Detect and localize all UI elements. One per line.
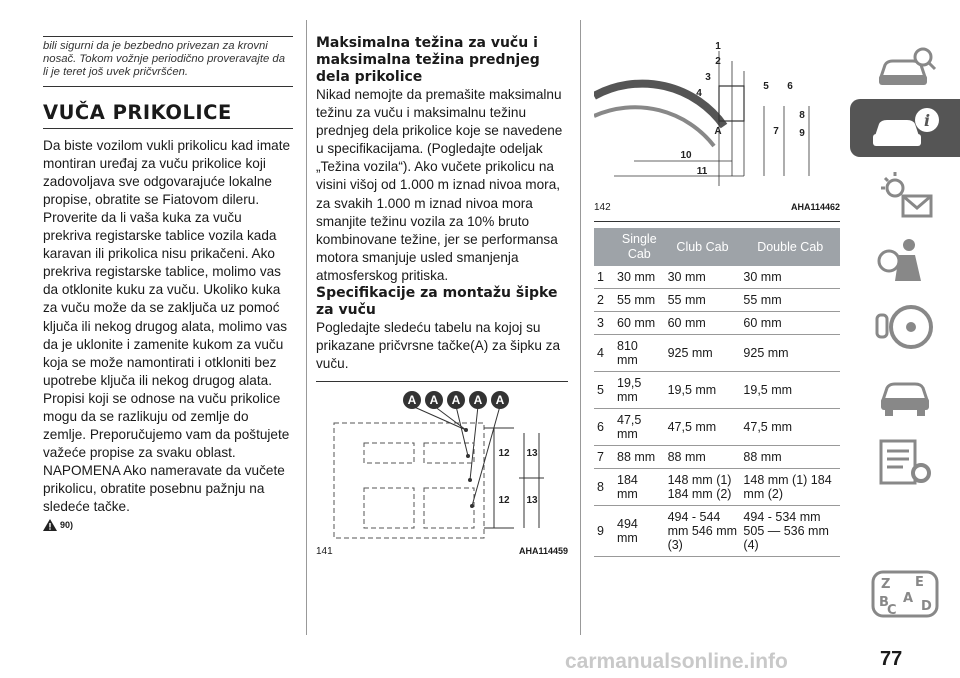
alphabet-index-icon [869,568,941,620]
tow-bar-side-diagram [594,36,838,194]
table-cell: 55 mm [665,289,741,312]
fig-label: A [429,393,439,408]
table-row [594,506,840,557]
fig-label: 12 [498,448,510,460]
table-cell: 47,5 mm [740,409,840,446]
column-right [594,0,840,557]
table-cell: 88 mm [665,446,741,469]
sidebar-tab-settings[interactable] [850,432,960,490]
table-cell: 60 mm [614,312,665,335]
chassis-diagram [324,388,554,543]
fig-label: 13 [526,448,538,460]
table-header [594,228,614,266]
table-cell: 5 [594,372,614,409]
table-cell: 55 mm [614,289,665,312]
table-cell: 88 mm [614,446,665,469]
svg-text:Z: Z [881,577,891,592]
table-row [594,372,840,409]
figure-141-mounting-points [324,388,554,543]
table-cell: 30 mm [614,266,665,289]
figure-number: 142 [594,202,611,213]
table-cell: 494 - 534 mm 505 — 536 mm (4) [740,506,840,557]
table-row [594,312,840,335]
table-cell: 184 mm [614,469,665,506]
warning-lights-icon [873,168,937,220]
note-paragraph: NAPOMENA Ako nameravate da vučete prikolicu, obratite posebnu pažnju na sledeće tačke. [43,463,285,515]
table-cell: 494 - 544 mm 546 mm (3) [665,506,741,557]
sidebar-tab-steering[interactable] [850,298,960,356]
sidebar-tab-car-front[interactable] [850,365,960,423]
table-row [594,469,840,506]
towing-intro-paragraph: Da biste vozilom vukli prikolicu kad imate montiran uređaj za vuču prikolice koji zadovoljava sve odgovarajuće lokalne propise, obratite se Fiatovom dileru. [43,137,291,207]
fig-label: 8 [799,110,805,121]
car-front-icon [873,370,937,418]
fig-label: 1 [715,41,721,52]
figure-142-caption [594,202,840,213]
car-info-icon [869,104,941,152]
table-header: Club Cab [665,228,741,266]
figure-141-caption [316,546,568,557]
svg-text:E: E [915,575,924,590]
roof-rack-note: bili sigurni da je bezbedno privezan za krovni nosač. Tokom vožnje periodično proveravajte da li je teret još uvek pričvršćen. [43,36,293,87]
tow-bar-spec-paragraph: Pogledajte sledeću tabelu na kojoj su prikazane pričvrsne tačke(A) za šipku za vuču. [316,320,561,372]
table-cell: 8 [594,469,614,506]
warning-triangle-icon [43,519,57,531]
fig-label: A [473,393,483,408]
table-cell: 60 mm [740,312,840,335]
warning-ref-number: 90) [60,519,74,530]
table-cell: 19,5 mm [614,372,665,409]
table-cell: 30 mm [740,266,840,289]
fig-label: 7 [773,126,779,137]
figure-142-tow-bar-dimensions [594,36,838,194]
table-row [594,266,840,289]
fig-label: 10 [680,150,692,161]
fig-label: 13 [526,495,538,507]
fig-label: 3 [705,72,711,83]
table-cell: 7 [594,446,614,469]
table-row [594,289,840,312]
column-left [43,0,293,531]
airbag-seat-icon [875,235,935,287]
table-cell: 1 [594,266,614,289]
fig-label: 12 [498,495,510,507]
table-header: Double Cab [740,228,840,266]
table-cell: 19,5 mm [740,372,840,409]
svg-text:D: D [921,599,932,614]
sidebar-tab-index[interactable] [850,565,960,623]
fig-label: 6 [787,81,793,92]
svg-text:C: C [887,603,897,618]
column-divider [306,20,307,635]
fig-label: 5 [763,81,769,92]
table-row [594,446,840,469]
table-cell: 30 mm [665,266,741,289]
figure-code: AHA114459 [518,546,568,557]
figure-number: 141 [316,546,333,558]
car-search-icon [873,43,937,91]
table-row [594,409,840,446]
table-cell: 810 mm [614,335,665,372]
figure-code: AHA114462 [790,202,840,212]
table-cell: 88 mm [740,446,840,469]
table-cell: 60 mm [665,312,741,335]
tow-bar-spec-heading: Specifikacije za montažu šipke za vuču [316,285,558,319]
table-cell: 55 mm [740,289,840,312]
fig-label: A [714,126,722,137]
svg-text:i: i [923,111,931,130]
fig-label: A [407,393,417,408]
settings-list-icon [873,435,937,487]
table-cell: 9 [594,506,614,557]
max-weight-heading: Maksimalna težina za vuču i maksimalna težina prednjeg dela prikolice [316,35,540,85]
table-cell: 47,5 mm [614,409,665,446]
table-cell: 3 [594,312,614,335]
fig-label: 4 [696,88,702,99]
table-header-row [594,228,840,266]
watermark: carmanualsonline.info [565,650,788,673]
sidebar-tab-warning-lights[interactable] [850,165,960,223]
table-cell: 6 [594,409,614,446]
sidebar-tab-car-search[interactable] [850,38,960,96]
table-cell: 925 mm [740,335,840,372]
svg-text:A: A [903,591,914,606]
table-cell: 19,5 mm [665,372,741,409]
tow-bar-dimensions-table [594,228,840,557]
table-cell: 925 mm [665,335,741,372]
sidebar-tab-car-info[interactable] [850,99,960,157]
warning-reference [43,519,293,531]
svg-text:B: B [879,595,889,610]
fig-label: 9 [799,128,805,139]
table-cell: 47,5 mm [665,409,741,446]
steering-key-icon [873,301,937,353]
column-middle [316,0,568,557]
table-cell: 148 mm (1) 184 mm (2) [740,469,840,506]
table-cell: 2 [594,289,614,312]
regulations-paragraph: Propisi koji se odnose na vuču prikolice mogu da se razlikuju od zemlje do zemlje. Preporučujemo vam da poštujete važeće propise za svaku oblast. [43,390,290,461]
table-cell: 148 mm (1) 184 mm (2) [665,469,741,506]
tow-hook-paragraph: Proverite da li vaša kuka za vuču prekriva registarske tablice vozila kada karavan ili prikolica nisu prikačeni. Ako prekriva registarske tablice, molimo vas da otklonite kuku za vuču. Ukoliko kuka za vuču može da se zaključa uz pomoć ključa ili nekog drugog alata, molimo vas da je uklonite i zamenite kukom za vuču koja se može namontirati i otkloniti bez upotrebe ključa ili nekog drugog alata. [43,209,288,388]
section-heading-towing: VUČA PRIKOLICE [43,101,293,129]
max-weight-paragraph: Nikad nemojte da premašite maksimalnu težinu za vuču i maksimalnu težinu prednjeg dela prikolice koje se navedene u specifikacijama. (Pogledajte odeljak „Težina vozila“). Ako vučete prikolicu na visini višoj od 1.000 m iznad nivoa mora, za svakih 1.000 m iznad nivoa mora smanjite težinu vozila za 10% bruto kombinovane težine, jer se performansa motora smanjuje usled smanjenja atmosferskog pritiska. [316,87,563,283]
table-row [594,335,840,372]
fig-label: A [451,393,461,408]
page-number: 77 [880,648,903,670]
fig-label: A [495,393,505,408]
table-cell: 494 mm [614,506,665,557]
fig-label: 11 [696,166,708,177]
table-header: Single Cab [614,228,665,266]
table-cell: 4 [594,335,614,372]
column-divider [580,20,581,635]
sidebar-tab-airbag[interactable] [850,232,960,290]
fig-label: 2 [715,56,721,67]
